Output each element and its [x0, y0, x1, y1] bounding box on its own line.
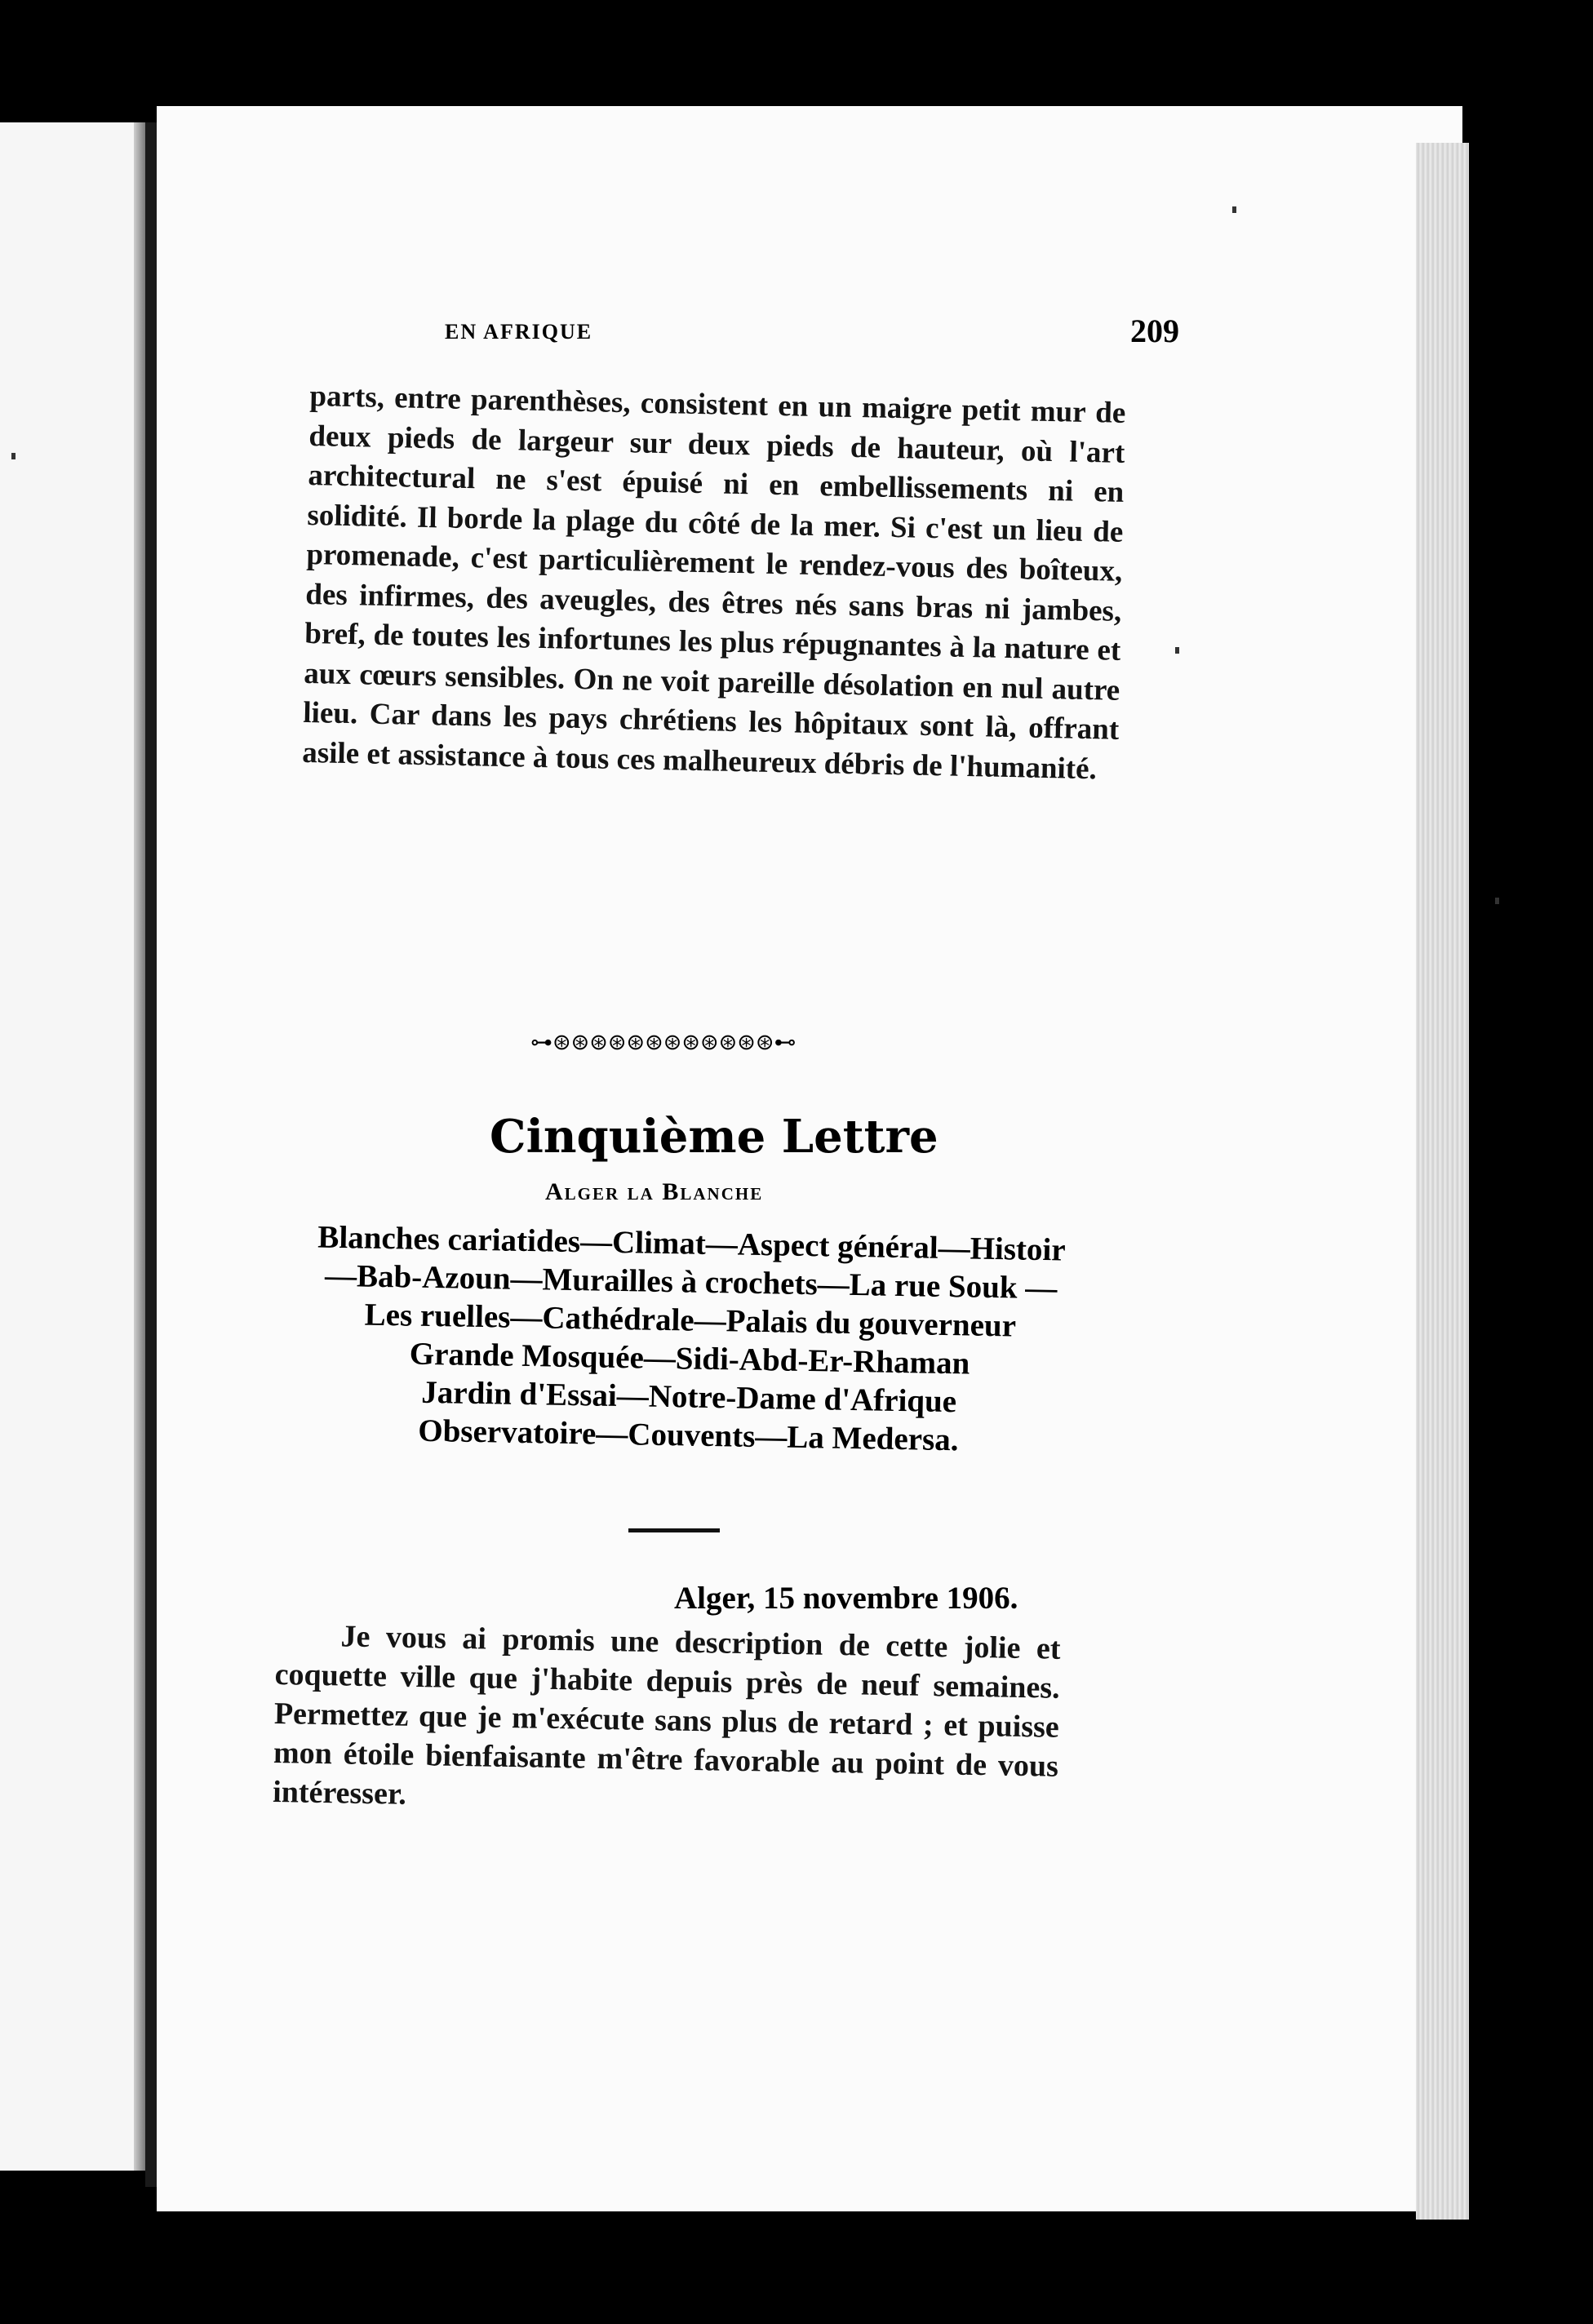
- running-title: EN AFRIQUE: [445, 320, 593, 344]
- page-edges-stack: [1416, 143, 1469, 2220]
- summary-line: Les ruelles—Cathédrale—Palais du gouverneur: [364, 1297, 1017, 1344]
- book-gutter: [145, 122, 157, 2187]
- paragraph-indent: [275, 1645, 340, 1646]
- letter-opening-paragraph: [273, 1616, 1061, 1825]
- summary-line: —Bab-Azoun—Murailles à crochets—La rue Souk —: [324, 1257, 1058, 1306]
- summary-line: Jardin d'Essai—Notre-Dame d'Afrique: [421, 1374, 957, 1420]
- running-header: [445, 312, 1179, 361]
- dust-speck: [1495, 898, 1499, 904]
- chapter-summary: [288, 1217, 1092, 1461]
- chapter-subtitle: Alger la Blanche: [545, 1178, 764, 1205]
- dust-speck: [1175, 647, 1179, 654]
- page-number: 209: [1130, 313, 1179, 349]
- dust-speck: [1232, 206, 1236, 213]
- separator-rule: [628, 1528, 720, 1532]
- chapter-title: Cinquième Lettre: [490, 1110, 938, 1164]
- previous-page-edge: [0, 122, 145, 2171]
- letter-dateline: Alger, 15 novembre 1906.: [674, 1581, 1018, 1616]
- summary-line: Observatoire—Couvents—La Medersa.: [417, 1413, 959, 1458]
- letter-opening-text: Je vous ai promis une description de cette jolie et coquette ville que j'habite depuis près de neuf semaines. Permettez que je m'exécute sans plus de retard ; et puisse mon étoile bienfaisante m'être favorable au point de vous intéresser.: [272, 1619, 1061, 1812]
- summary-line: Grande Mosquée—Sidi-Abd-Er-Rhaman: [409, 1336, 970, 1382]
- dust-speck: [11, 453, 16, 459]
- paragraph-continued: parts, entre parenthèses, consistent en un maigre petit mur de deux pieds de largeur sur deux pieds de hauteur, où l'art architectural ne s'est épuisé ni en embellissements ni en solidité. Il borde la plage du côté de la mer. Si c'est un lieu de promenade, c'est particulièrement le rendez-vous des boîteux, des infirmes, des aveugles, des êtres nés sans bras ni jambes, bref, de toutes les infortunes les plus répugnantes à la nature et aux cœurs sensibles. On ne voit pareille désolation en nul autre lieu. Car dans les pays chrétiens les hôpitaux sont là, offrant asile et assistance à tous ces malheureux débris de l'humanité.: [301, 379, 1126, 786]
- summary-line: Blanches cariatides—Climat—Aspect général—Histoir: [317, 1219, 1067, 1268]
- ornamental-divider: ⊶⊛⊛⊛⊛⊛⊛⊛⊛⊛⊛⊛⊛⊷: [530, 1030, 796, 1055]
